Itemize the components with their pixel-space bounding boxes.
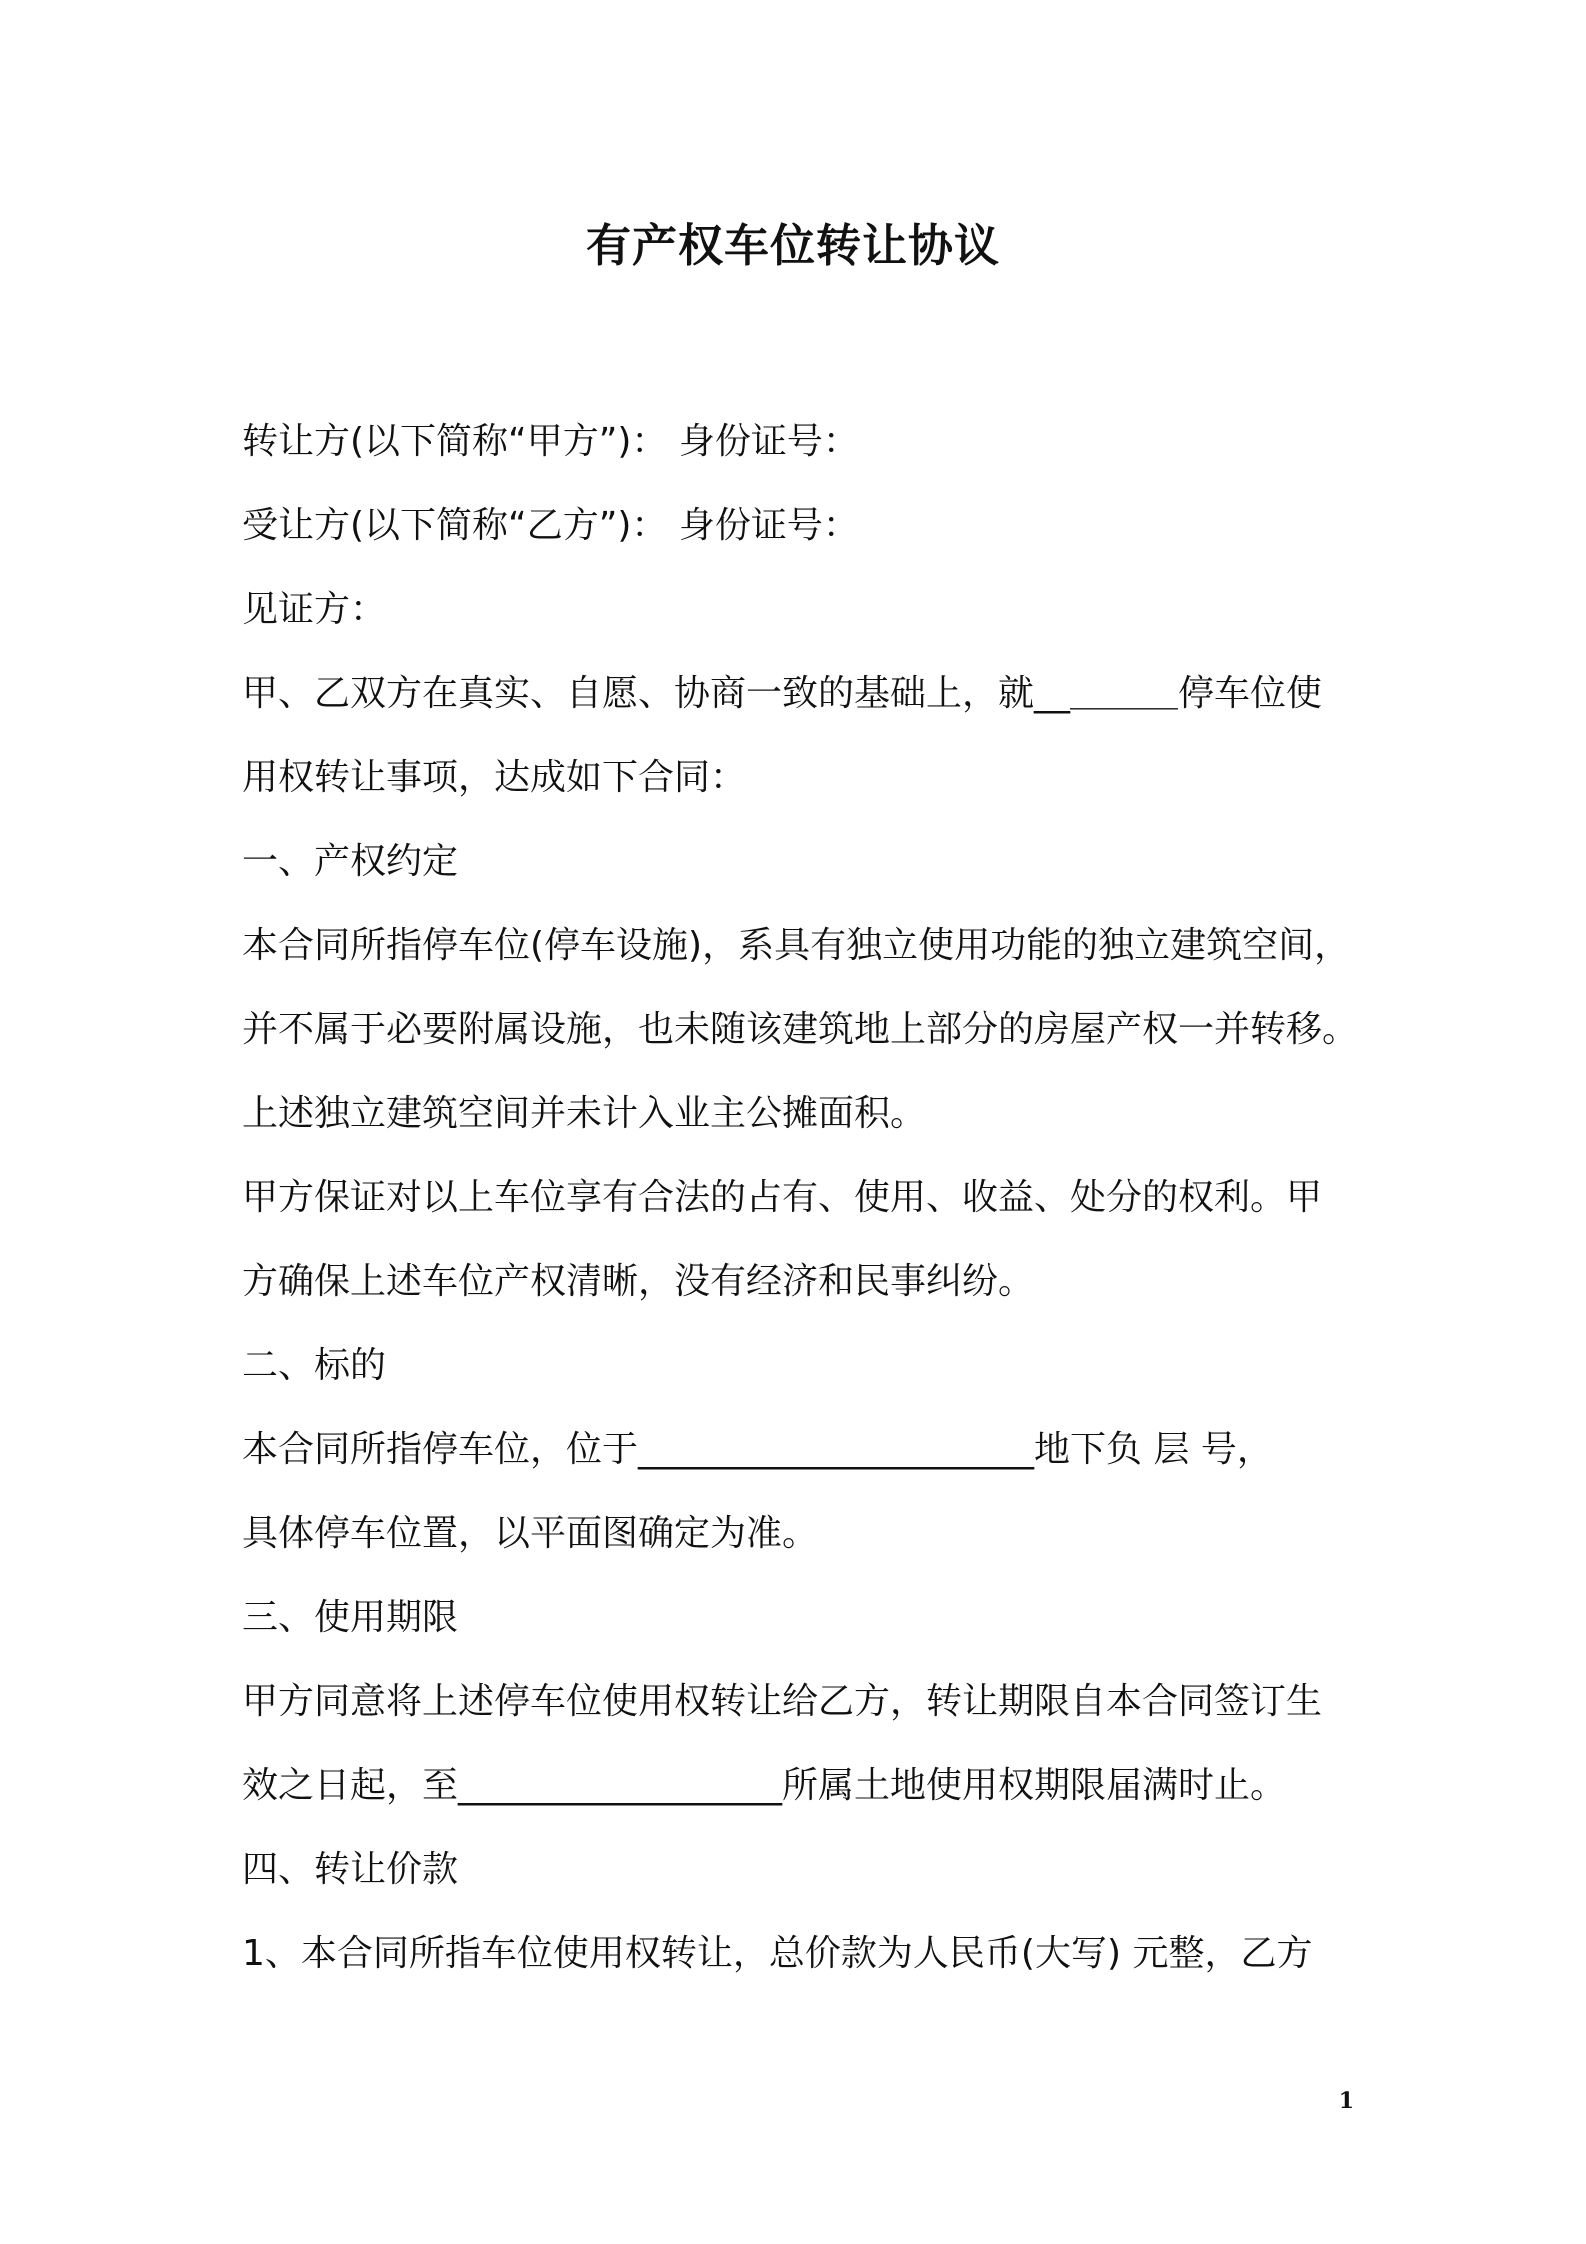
paragraph-line: 本合同所指停车位(停车设施)，系具有独立使用功能的独立建筑空间，: [242, 925, 1351, 966]
paragraph-line: 甲方保证对以上车位享有合法的占有、使用、收益、处分的权利。甲: [242, 1177, 1323, 1218]
document-title: 有产权车位转让协议: [585, 219, 1000, 272]
page-number: 1: [1338, 2088, 1354, 2114]
paragraph-line: 用权转让事项，达成如下合同：: [242, 757, 747, 798]
witness-line: 见证方：: [242, 589, 387, 630]
paragraph-line: 方确保上述车位产权清晰，没有经济和民事纠纷。: [242, 1261, 1035, 1302]
paragraph-line: 上述独立建筑空间并未计入业主公摊面积。: [242, 1093, 927, 1134]
paragraph-line: 甲方同意将上述停车位使用权转让给乙方，转让期限自本合同签订生: [242, 1681, 1323, 1722]
paragraph-line: 并不属于必要附属设施，也未随该建筑地上部分的房屋产权一并转移。: [242, 1009, 1359, 1050]
document-body: [242, 400, 1372, 1996]
paragraph-line: 具体停车位置，以平面图确定为准。: [242, 1513, 819, 1554]
section-heading-subject: 二、标的: [242, 1345, 387, 1386]
section-heading-ownership: 一、产权约定: [242, 841, 459, 882]
party-b-line: 受让方(以下简称“乙方”)： 身份证号：: [242, 505, 859, 546]
section-heading-term: 三、使用期限: [242, 1597, 459, 1638]
paragraph-line: 效之日起，至__________________所属土地使用权期限届满时止。: [242, 1765, 1287, 1806]
paragraph-line: 甲、乙双方在真实、自愿、协商一致的基础上，就__＿＿＿停车位使: [242, 673, 1323, 714]
paragraph-line: 本合同所指停车位，位于______________________地下负 层 号，: [242, 1429, 1273, 1470]
paragraph-line: 1、本合同所指车位使用权转让，总价款为人民币(大写) 元整，乙方: [242, 1933, 1313, 1974]
party-a-line: 转让方(以下简称“甲方”)： 身份证号：: [242, 421, 859, 462]
section-heading-price: 四、转让价款: [242, 1849, 459, 1890]
